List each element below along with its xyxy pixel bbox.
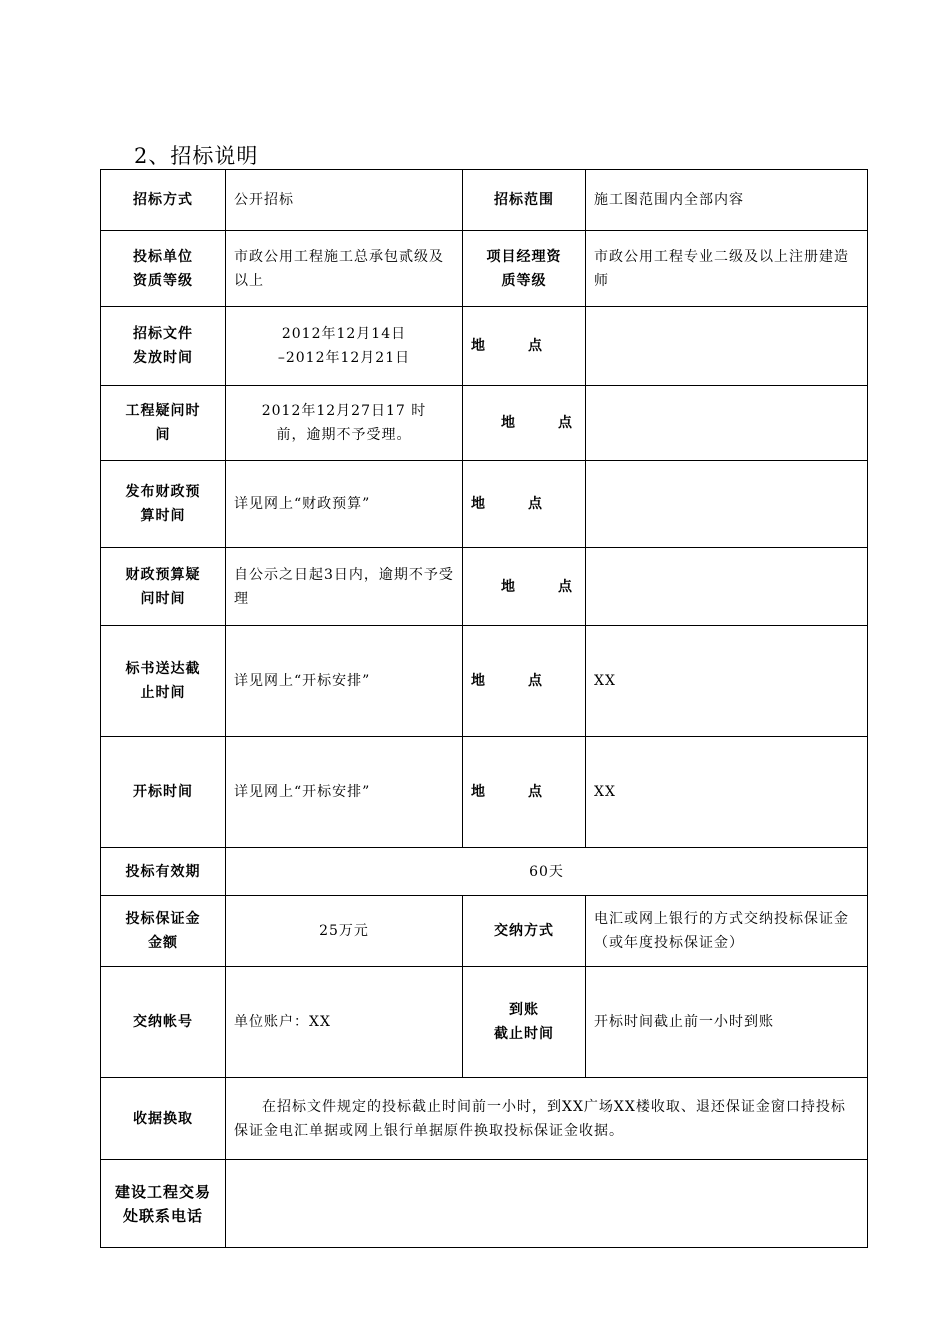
- label-budget-query-time: [101, 548, 226, 626]
- value-manager-qualification: 市政公用工程专业二级及以上注册建造师: [586, 231, 868, 307]
- value-arrival-deadline: 开标时间截止前一小时到账: [586, 967, 868, 1078]
- label-line: 招标文件: [133, 326, 193, 342]
- label-line: 截止时间: [494, 1026, 554, 1042]
- label-bid-scope: 招标范围: [463, 170, 586, 231]
- table-row: [101, 1160, 868, 1248]
- label-part: 地: [471, 673, 486, 689]
- value-payment-method: 电汇或网上银行的方式交纳投标保证金（或年度投标保证金）: [586, 896, 868, 967]
- value-payment-account: 单位账户：XX: [226, 967, 463, 1078]
- value-query-time: [226, 386, 463, 461]
- label-part: 点: [558, 415, 573, 431]
- label-part: 点: [528, 784, 543, 800]
- label-part: 点: [528, 673, 543, 689]
- table-row: [101, 967, 868, 1078]
- table-row: [101, 548, 868, 626]
- value-bid-scope: 施工图范围内全部内容: [586, 170, 868, 231]
- label-doc-issue-time: [101, 307, 226, 386]
- value-location: [586, 307, 868, 386]
- label-line: 算时间: [140, 508, 186, 524]
- label-line: 质等级: [501, 272, 547, 289]
- label-part: 地: [471, 784, 486, 800]
- table-row: [101, 626, 868, 737]
- value-bidder-qualification: 市政公用工程施工总承包贰级及以上: [226, 231, 463, 307]
- label-opening-time: 开标时间: [101, 737, 226, 848]
- label-payment-account: 交纳帐号: [101, 967, 226, 1078]
- label-line: 到账: [509, 1002, 539, 1018]
- label-part: 地: [471, 338, 486, 354]
- label-part: 点: [528, 496, 543, 512]
- bidding-info-table: [100, 169, 868, 1248]
- label-payment-method: 交纳方式: [463, 896, 586, 967]
- label-location: [463, 307, 586, 386]
- label-contact-phone: [101, 1160, 226, 1248]
- table-row: [101, 231, 868, 307]
- label-line: 处联系电话: [122, 1206, 203, 1225]
- label-validity-period: 投标有效期: [101, 848, 226, 896]
- value-location: [586, 386, 868, 461]
- value-receipt-exchange: 在招标文件规定的投标截止时间前一小时，到XX广场XX楼收取、退还保证金窗口持投标保证金电汇单据或网上银行单据原件换取投标保证金收据。: [226, 1078, 868, 1160]
- value-validity-period: 60天: [226, 848, 868, 896]
- table-row: [101, 170, 868, 231]
- value-line: 2012年12月14日: [281, 326, 407, 342]
- label-part: 点: [558, 578, 573, 595]
- label-receipt-exchange: 收据换取: [101, 1078, 226, 1160]
- value-location: XX: [586, 737, 868, 848]
- table-row: [101, 848, 868, 896]
- label-line: 发布财政预: [125, 484, 201, 500]
- table-row: [101, 307, 868, 386]
- label-line: 标书送达截: [125, 661, 201, 677]
- table-row: [101, 386, 868, 461]
- value-budget-publish-time: 详见网上“财政预算”: [226, 461, 463, 548]
- label-line: 项目经理资: [486, 248, 562, 265]
- label-line: 工程疑问时: [125, 403, 201, 419]
- label-line: 建设工程交易: [114, 1182, 211, 1201]
- value-location: [586, 548, 868, 626]
- value-line: –2012年12月21日: [277, 350, 411, 366]
- table-row: [101, 461, 868, 548]
- value-location: XX: [586, 626, 868, 737]
- value-opening-time: 详见网上“开标安排”: [226, 737, 463, 848]
- label-query-time: [101, 386, 226, 461]
- label-bond-amount: [101, 896, 226, 967]
- label-line: 投标单位: [133, 248, 193, 265]
- label-line: 止时间: [140, 685, 186, 701]
- value-submission-deadline: 详见网上“开标安排”: [226, 626, 463, 737]
- label-submission-deadline: [101, 626, 226, 737]
- label-line: 间: [155, 427, 171, 443]
- label-part: 地: [471, 496, 486, 512]
- table-row: [101, 896, 868, 967]
- section-heading: 2、招标说明: [134, 144, 259, 168]
- label-location: [463, 386, 586, 461]
- label-line: 资质等级: [133, 272, 193, 289]
- label-location: [463, 548, 586, 626]
- label-location: [463, 626, 586, 737]
- value-line: 2012年12月27日17 时: [261, 403, 427, 419]
- label-bid-method: 招标方式: [101, 170, 226, 231]
- value-contact-phone: [226, 1160, 868, 1248]
- label-manager-qualification: [463, 231, 586, 307]
- label-part: 点: [528, 338, 543, 354]
- label-part: 地: [501, 578, 516, 595]
- label-arrival-deadline: [463, 967, 586, 1078]
- label-location: [463, 461, 586, 548]
- label-bidder-qualification: [101, 231, 226, 307]
- value-line: 前，逾期不予受理。: [276, 427, 412, 443]
- label-line: 金额: [148, 935, 178, 951]
- label-line: 问时间: [140, 590, 186, 607]
- label-line: 发放时间: [133, 350, 193, 366]
- label-location: [463, 737, 586, 848]
- value-budget-query-time: 自公示之日起3日内，逾期不予受理: [226, 548, 463, 626]
- label-line: 财政预算疑: [125, 566, 201, 583]
- value-bid-method: 公开招标: [226, 170, 463, 231]
- label-line: 投标保证金: [125, 911, 201, 927]
- value-doc-issue-time: [226, 307, 463, 386]
- label-budget-publish-time: [101, 461, 226, 548]
- value-bond-amount: 25万元: [226, 896, 463, 967]
- value-location: [586, 461, 868, 548]
- label-part: 地: [501, 415, 516, 431]
- table-row: [101, 737, 868, 848]
- table-row: [101, 1078, 868, 1160]
